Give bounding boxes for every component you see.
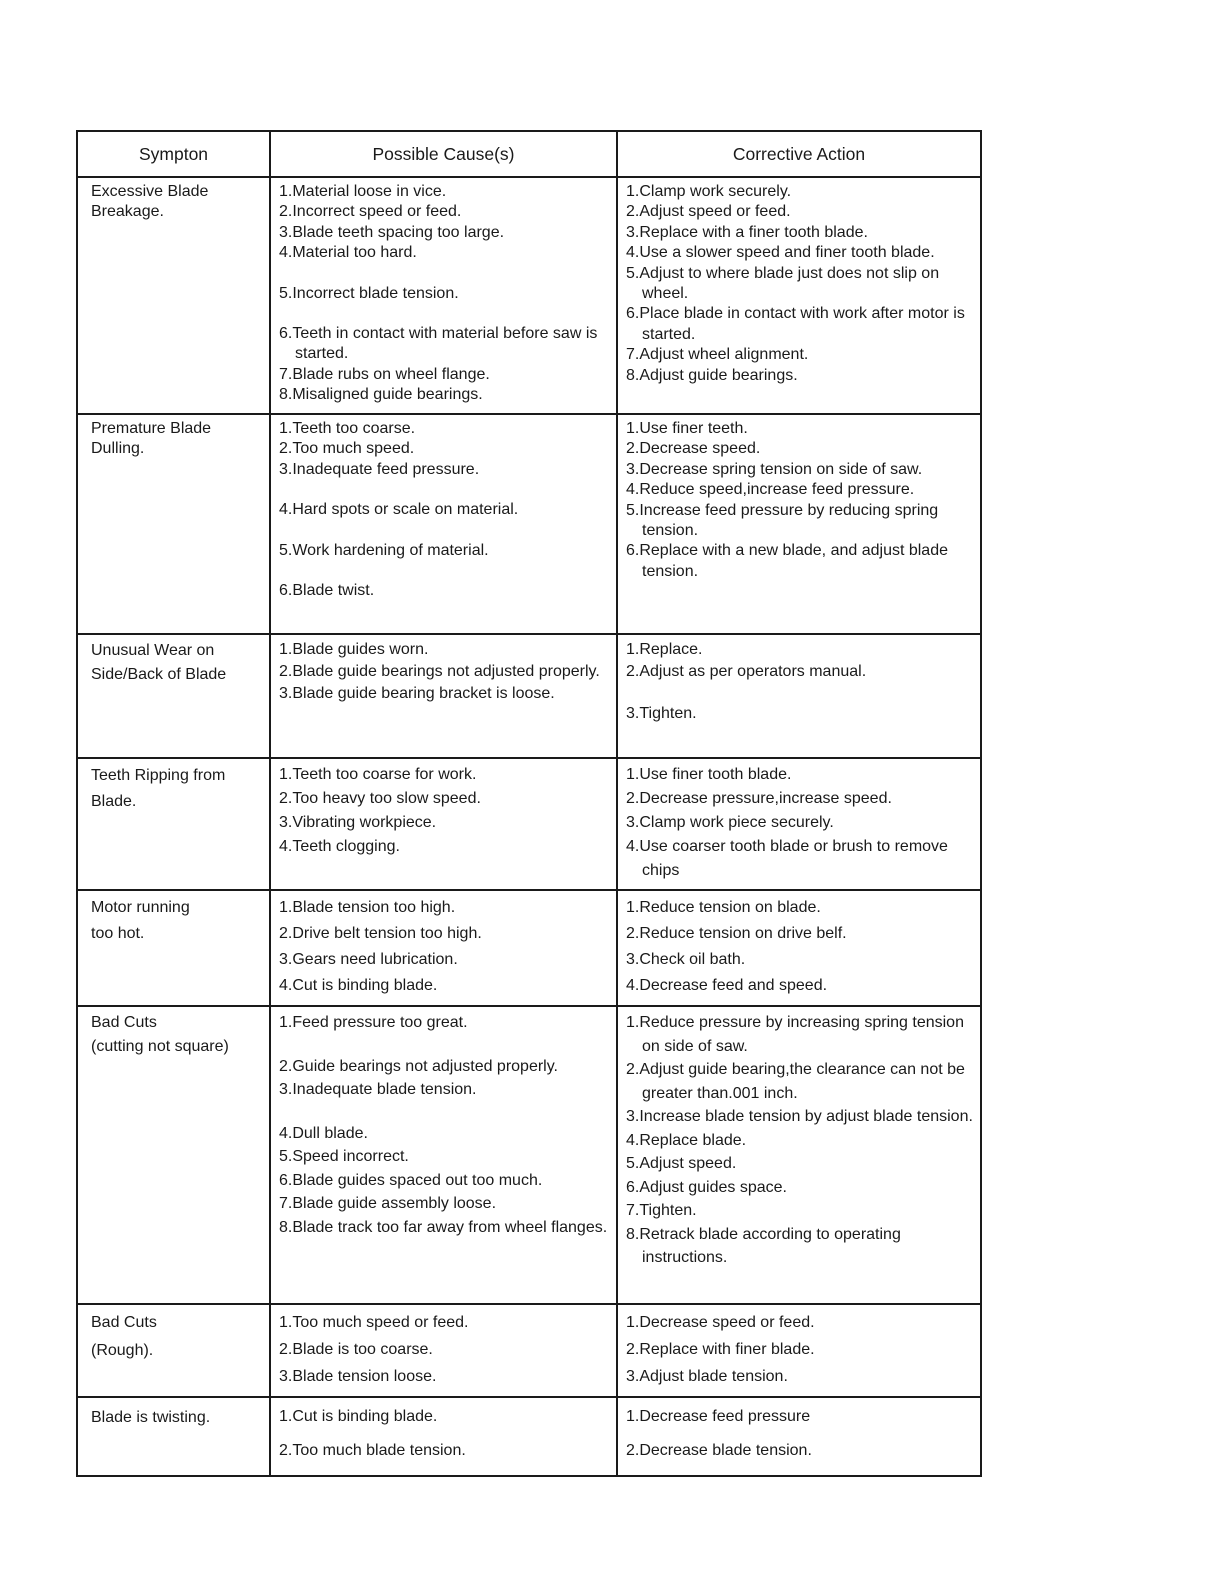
action-item: 1.Clamp work securely. (626, 183, 792, 200)
causes-cell (270, 1304, 617, 1397)
action-item: 4.Use a slower speed and finer tooth blade. (626, 244, 935, 262)
symptom-text: Teeth Ripping from Blade. (91, 767, 226, 810)
cause-item: 4.Dull blade. (279, 1124, 368, 1142)
cause-item: 4.Cut is binding blade. (279, 977, 438, 994)
actions-cell (617, 634, 980, 758)
cause-item: 3.Inadequate blade tension. (279, 1081, 477, 1098)
header-corrective-action: Corrective Action (617, 132, 980, 177)
cause-item: 3.Blade tension loose. (279, 1368, 437, 1385)
symptom-cell (78, 1304, 270, 1397)
cause-item: 1.Blade tension too high. (279, 899, 456, 916)
header-possible-causes: Possible Cause(s) (270, 132, 617, 177)
action-item: 7.Adjust wheel alignment. (626, 346, 809, 364)
causes-cell (270, 1006, 617, 1304)
table-row (78, 634, 980, 758)
cause-item: 3.Vibrating workpiece. (279, 814, 437, 831)
action-item: 6.Adjust guides space. (626, 1178, 787, 1196)
action-item: 2.Reduce tension on drive belf. (626, 925, 847, 942)
action-item: 6.Replace with a new blade, and adjust blade tension. (626, 542, 948, 580)
table-row (78, 414, 980, 634)
actions-cell (617, 1006, 980, 1304)
symptom-cell (78, 758, 270, 890)
table-row (78, 890, 980, 1006)
cause-item: 3.Gears need lubrication. (279, 951, 458, 968)
symptom-cell (78, 890, 270, 1006)
action-item: 2.Decrease pressure,increase speed. (626, 790, 892, 807)
header-row (78, 132, 980, 177)
action-item: 5.Increase feed pressure by reducing spring tension. (626, 501, 939, 540)
action-item: 5.Adjust to where blade just does not slip on wheel. (626, 264, 940, 303)
action-item: 3.Increase blade tension by adjust blade tension. (626, 1108, 973, 1125)
action-item: 1.Use finer teeth. (626, 420, 748, 437)
cause-item: 1.Teeth too coarse for work. (279, 766, 477, 783)
cause-item: 6.Teeth in contact with material before saw is started. (279, 325, 598, 363)
action-item: 2.Decrease speed. (626, 440, 761, 458)
action-item: 8.Retrack blade according to operating instructions. (626, 1225, 901, 1266)
cause-item: 2.Blade is too coarse. (279, 1341, 433, 1358)
cause-item: 4.Hard spots or scale on material. (279, 501, 519, 519)
action-item: 5.Adjust speed. (626, 1155, 737, 1172)
cause-item: 2.Blade guide bearings not adjusted properly. (279, 663, 600, 680)
action-item: 7.Tighten. (626, 1202, 697, 1219)
cause-item: 3.Blade guide bearing bracket is loose. (279, 685, 555, 702)
cause-item: 5.Speed incorrect. (279, 1148, 409, 1165)
action-item: 1.Replace. (626, 641, 703, 658)
header-symptom: Sympton (78, 132, 270, 177)
cause-item: 2.Too heavy too slow speed. (279, 790, 481, 807)
action-item: 8.Adjust guide bearings. (626, 366, 798, 384)
cause-item: 2.Incorrect speed or feed. (279, 203, 462, 221)
symptom-text: Blade is twisting. (91, 1409, 211, 1426)
troubleshooting-table (78, 132, 980, 1475)
cause-item: 6.Blade twist. (279, 582, 375, 600)
action-item: 1.Decrease feed pressure (626, 1408, 811, 1425)
table-row (78, 177, 980, 414)
causes-cell (270, 414, 617, 634)
action-item: 1.Decrease speed or feed. (626, 1314, 815, 1331)
cause-item: 5.Incorrect blade tension. (279, 284, 459, 302)
troubleshooting-table-frame (76, 130, 982, 1477)
action-item: 2.Decrease blade tension. (626, 1442, 812, 1459)
actions-cell (617, 1397, 980, 1475)
causes-cell (270, 890, 617, 1006)
action-item: 2.Replace with finer blade. (626, 1341, 815, 1358)
table-row (78, 1397, 980, 1475)
cause-item: 5.Work hardening of material. (279, 541, 489, 559)
action-item: 3.Adjust blade tension. (626, 1368, 788, 1385)
cause-item: 2.Too much speed. (279, 440, 415, 458)
cause-item: 2.Drive belt tension too high. (279, 925, 482, 942)
action-item: 3.Decrease spring tension on side of saw. (626, 460, 923, 478)
actions-cell (617, 414, 980, 634)
action-item: 2.Adjust speed or feed. (626, 203, 791, 221)
symptom-text: Bad Cuts (cutting not square) (91, 1014, 229, 1055)
action-item: 1.Reduce pressure by increasing spring tension on side of saw. (626, 1014, 964, 1055)
actions-cell (617, 890, 980, 1006)
symptom-text: Motor running too hot. (91, 899, 190, 942)
table-row (78, 1006, 980, 1304)
cause-item: 6.Blade guides spaced out too much. (279, 1171, 543, 1189)
cause-item: 2.Guide bearings not adjusted properly. (279, 1057, 558, 1075)
action-item: 4.Replace blade. (626, 1131, 747, 1149)
symptom-cell (78, 177, 270, 414)
action-item: 2.Adjust guide bearing,the clearance can not be greater than.001 inch. (626, 1061, 965, 1102)
action-item: 1.Use finer tooth blade. (626, 766, 792, 783)
cause-item: 4.Teeth clogging. (279, 838, 400, 855)
causes-cell (270, 177, 617, 414)
symptom-text: Bad Cuts (Rough). (91, 1314, 157, 1359)
causes-cell (270, 634, 617, 758)
action-item: 4.Reduce speed,increase feed pressure. (626, 481, 915, 499)
cause-item: 8.Blade track too far away from wheel flanges. (279, 1218, 608, 1236)
actions-cell (617, 1304, 980, 1397)
cause-item: 1.Teeth too coarse. (279, 420, 416, 437)
action-item: 3.Tighten. (626, 705, 697, 722)
table-row (78, 1304, 980, 1397)
action-item: 4.Use coarser tooth blade or brush to remove chips (626, 838, 948, 879)
action-item: 3.Check oil bath. (626, 951, 746, 968)
symptom-cell (78, 1397, 270, 1475)
symptom-cell (78, 634, 270, 758)
cause-item: 1.Too much speed or feed. (279, 1314, 469, 1331)
symptom-cell (78, 1006, 270, 1304)
cause-item: 7.Blade rubs on wheel flange. (279, 365, 490, 383)
cause-item: 1.Feed pressure too great. (279, 1014, 468, 1031)
symptom-cell (78, 414, 270, 634)
symptom-text: Unusual Wear on Side/Back of Blade (91, 642, 227, 683)
action-item: 3.Replace with a finer tooth blade. (626, 223, 868, 241)
action-item: 3.Clamp work piece securely. (626, 814, 834, 831)
action-item: 2.Adjust as per operators manual. (626, 663, 867, 680)
symptom-text: Premature Blade Dulling. (91, 420, 212, 458)
action-item: 6.Place blade in contact with work after motor is started. (626, 305, 965, 343)
cause-item: 1.Material loose in vice. (279, 183, 447, 200)
cause-item: 1.Cut is binding blade. (279, 1408, 438, 1425)
actions-cell (617, 177, 980, 414)
actions-cell (617, 758, 980, 890)
table-row (78, 758, 980, 890)
causes-cell (270, 1397, 617, 1475)
symptom-text: Excessive Blade Breakage. (91, 183, 209, 221)
cause-item: 3.Blade teeth spacing too large. (279, 223, 505, 241)
cause-item: 1.Blade guides worn. (279, 641, 429, 658)
action-item: 4.Decrease feed and speed. (626, 977, 828, 994)
action-item: 1.Reduce tension on blade. (626, 899, 821, 916)
cause-item: 8.Misaligned guide bearings. (279, 386, 483, 404)
causes-cell (270, 758, 617, 890)
cause-item: 7.Blade guide assembly loose. (279, 1195, 497, 1212)
cause-item: 2.Too much blade tension. (279, 1442, 466, 1459)
cause-item: 3.Inadequate feed pressure. (279, 460, 480, 478)
cause-item: 4.Material too hard. (279, 244, 417, 262)
